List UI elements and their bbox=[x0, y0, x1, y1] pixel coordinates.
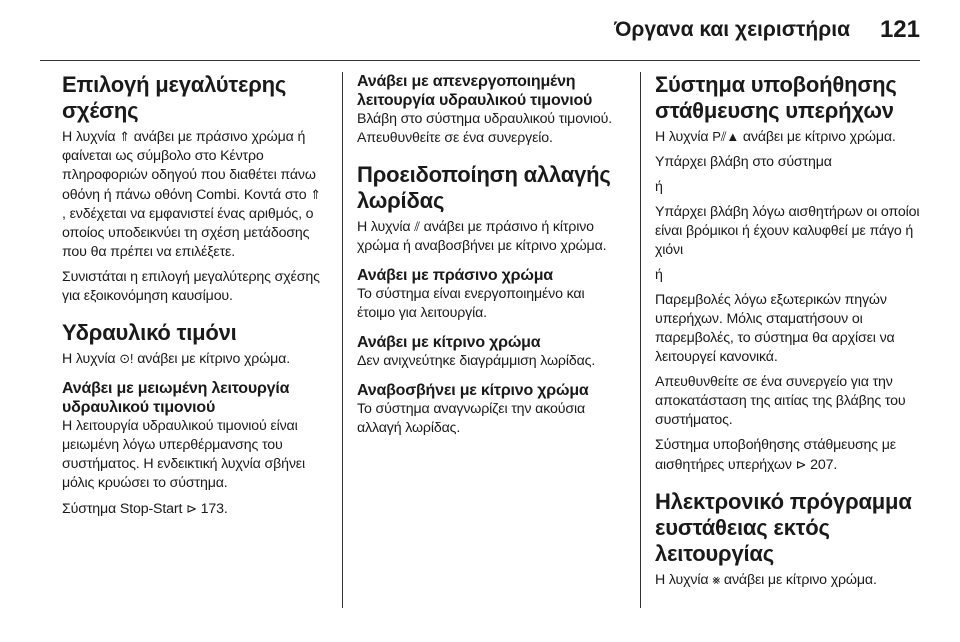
paragraph: Δεν ανιχνεύτηκε διαγράμμιση λωρίδας. bbox=[357, 353, 596, 369]
subheading-yellow-flashing: Αναβοσβήνει με κίτρινο χρώμα bbox=[357, 382, 589, 399]
column-right bbox=[655, 72, 923, 608]
column-divider bbox=[342, 72, 343, 608]
paragraph: Η λυχνία P⫽▲ ανάβει με κίτρινο χρώμα. bbox=[655, 129, 896, 145]
heading-power-steering: Υδραυλικό τιμόνι bbox=[62, 320, 237, 345]
paragraph: Το σύστημα αναγνωρίζει την ακούσια αλλαγή λωρίδας. bbox=[357, 401, 585, 436]
column-divider bbox=[640, 72, 641, 608]
paragraph: Απευθυνθείτε σε ένα συνεργείο για την αποκατάσταση της αιτίας της βλάβης του συστήματος. bbox=[655, 374, 906, 428]
paragraph: Παρεμβολές λόγω εξωτερικών πηγών υπερήχων. Μόλις σταματήσουν οι παρεμβολές, το σύστημα θα αρχίσει να λειτουργεί κανονικά. bbox=[655, 292, 895, 365]
paragraph: Η λυχνία ⨳ ανάβει με κίτρινο χρώμα. bbox=[655, 572, 877, 588]
heading-esc-off: Ηλεκτρονικό πρόγραμμα ευστάθειας εκτός λειτουργίας bbox=[655, 489, 912, 566]
upshift-icon: ⇑ bbox=[119, 129, 130, 144]
page-reference-icon: ⊳ bbox=[795, 457, 807, 472]
heading-gear-shift: Επιλογή μεγαλύτερης σχέσης bbox=[62, 72, 287, 123]
subheading-yellow: Ανάβει με κίτρινο χρώμα bbox=[357, 334, 541, 351]
cross-reference: Σύστημα Stop-Start ⊳ 173. bbox=[62, 501, 228, 517]
subheading-steering-disabled: Ανάβει με απενεργοποιημένη λειτουργία υδραυλικού τιμονιού bbox=[357, 73, 593, 109]
subheading-reduced-steering: Ανάβει με μειωμένη λειτουργία υδραυλικού τιμονιού bbox=[62, 380, 290, 416]
paragraph: Το σύστημα είναι ενεργοποιημένο και έτοιμο για λειτουργία. bbox=[357, 286, 585, 321]
steering-warning-icon: ⊙! bbox=[119, 351, 134, 366]
paragraph: Η λυχνία ⇑ ανάβει με πράσινο χρώμα ή φαίνεται ως σύμβολο στο Κέντρο πληροφοριών οδηγού που διαθέτει πάνω οθόνη ή πάνω οθόνη Combi. Κοντά στο ⇑, ενδέχεται να εμφανιστεί ένας αριθμός, ο οποίος υποδεικνύει τη σχέση μετάδοσης που θα πρέπει να επιλέξετε. bbox=[62, 129, 321, 260]
page-header bbox=[0, 0, 960, 62]
paragraph: Η λειτουργία υδραυλικού τιμονιού είναι μειωμένη λόγω υπερθέρμανσης του συστήματος. Η ενδεικτική λυχνία σβήνει μόλις κρυώσει το σύστημα. bbox=[62, 418, 305, 491]
cross-reference: Σύστημα υποβοήθησης στάθμευσης με αισθητήρες υπερήχων ⊳ 207. bbox=[655, 437, 896, 473]
parking-assist-icon: P⫽▲ bbox=[712, 129, 740, 144]
paragraph: ή bbox=[655, 179, 663, 195]
heading-parking-assist: Σύστημα υποβοήθησης στάθμευσης υπερήχων bbox=[655, 72, 897, 123]
paragraph: Βλάβη στο σύστημα υδραυλικού τιμονιού. Απευθυνθείτε σε ένα συνεργείο. bbox=[357, 111, 613, 146]
lane-departure-icon: ⫽ bbox=[414, 219, 420, 234]
upshift-icon: ⇑ bbox=[310, 187, 321, 202]
chapter-title: Όργανα και χειριστήρια bbox=[614, 18, 850, 41]
paragraph: Συνιστάται η επιλογή μεγαλύτερης σχέσης για εξοικονόμηση καυσίμου. bbox=[62, 269, 320, 304]
page-reference-icon: ⊳ bbox=[186, 501, 197, 516]
column-left bbox=[62, 72, 324, 608]
heading-lane-departure: Προειδοποίηση αλλαγής λωρίδας bbox=[357, 162, 611, 213]
subheading-green: Ανάβει με πράσινο χρώμα bbox=[357, 267, 553, 284]
paragraph: Η λυχνία ⫽ ανάβει με πράσινο ή κίτρινο χρώμα ή αναβοσβήνει με κίτρινο χρώμα. bbox=[357, 219, 607, 254]
header-rule bbox=[40, 60, 920, 61]
esc-off-icon: ⨳ bbox=[712, 572, 721, 587]
paragraph: Υπάρχει βλάβη λόγω αισθητήρων οι οποίοι είναι βρόμικοι ή έχουν καλυφθεί με πάγο ή χιόνι bbox=[655, 204, 920, 258]
paragraph: Η λυχνία ⊙! ανάβει με κίτρινο χρώμα. bbox=[62, 351, 291, 367]
column-middle bbox=[357, 72, 625, 608]
paragraph: ή bbox=[655, 267, 663, 283]
page-number: 121 bbox=[879, 16, 920, 43]
paragraph: Υπάρχει βλάβη στο σύστημα bbox=[655, 154, 832, 170]
